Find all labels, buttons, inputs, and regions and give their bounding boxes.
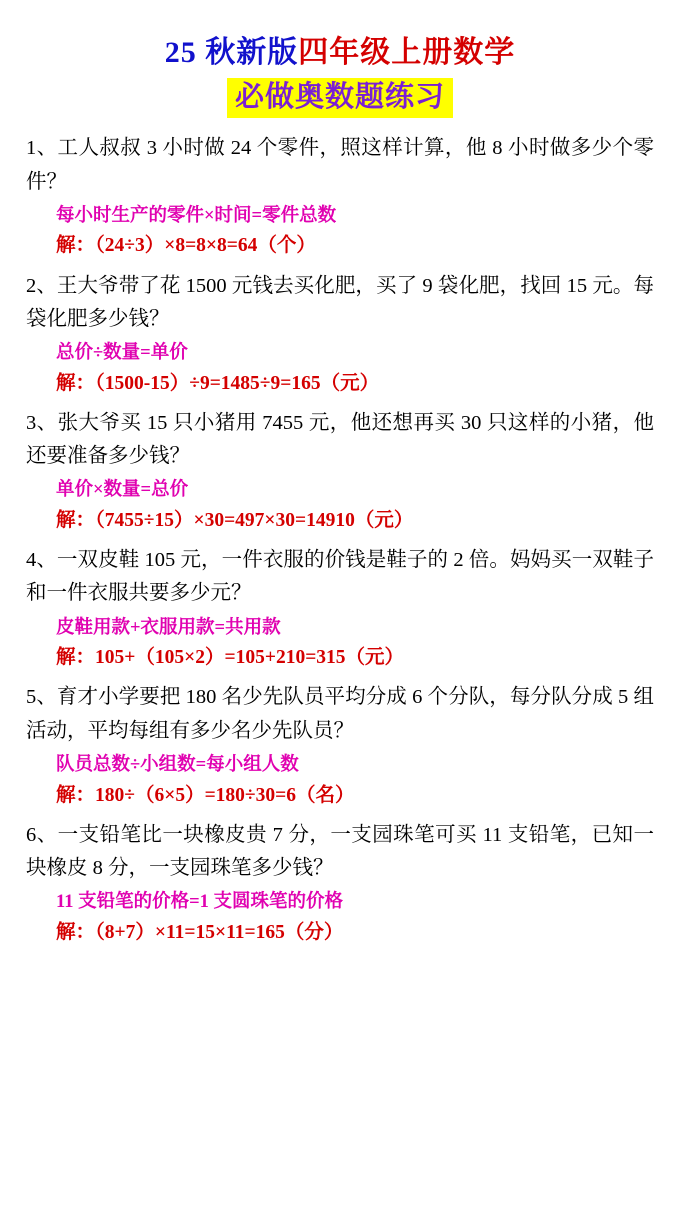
problem-item	[26, 819, 654, 948]
problem-item	[26, 132, 654, 261]
problem-answer: 解：（1500-15）÷9=1485÷9=165（元）	[56, 372, 380, 394]
problem-item	[26, 681, 654, 810]
problem-question: 3、张大爷买 15 只小猪用 7455 元，他还想再买 30 只这样的小猪，他还要准备多少钱？	[26, 411, 654, 468]
problem-formula: 队员总数÷小组数=每小组人数	[56, 754, 299, 775]
problem-formula: 11 支铅笔的价格=1 支圆珠笔的价格	[56, 892, 344, 913]
problem-answer: 解：105+（105×2）=105+210=315（元）	[56, 647, 405, 669]
page-subtitle: 必做奥数题练习	[227, 78, 453, 119]
problem-formula: 每小时生产的零件×时间=零件总数	[56, 205, 337, 226]
problem-question: 1、工人叔叔 3 小时做 24 个零件，照这样计算，他 8 小时做多少个零件？	[26, 137, 654, 193]
problem-question: 2、王大爷带了花 1500 元钱去买化肥，买了 9 袋化肥，找回 15 元。每袋化肥多少钱？	[26, 274, 654, 330]
problem-formula: 总价÷数量=单价	[56, 343, 188, 363]
problem-answer: 解：（24÷3）×8=8×8=64（个）	[56, 235, 316, 257]
problem-answer: 解：（8+7）×11=15×11=165（分）	[56, 921, 344, 943]
problem-formula: 皮鞋用款+衣服用款=共用款	[56, 617, 281, 638]
problem-answer: 解：180÷（6×5）=180÷30=6（名）	[56, 784, 355, 806]
title-highlight: 四年级上册数学	[298, 36, 516, 69]
problem-formula: 单价×数量=总价	[56, 480, 189, 501]
problem-answer: 解：（7455÷15）×30=497×30=14910（元）	[56, 509, 414, 531]
problem-item	[26, 407, 654, 536]
title-prefix: 25 秋新版	[164, 36, 299, 69]
page-title-line1	[26, 34, 654, 72]
problem-item	[26, 270, 654, 399]
problem-question: 4、一双皮鞋 105 元，一件衣服的价钱是鞋子的 2 倍。妈妈买一双鞋子和一件衣服共要多少元？	[26, 549, 654, 605]
page-subtitle-wrap	[26, 78, 654, 119]
problem-question: 5、育才小学要把 180 名少先队员平均分成 6 个分队，每分队分成 5 组活动，平均每组有多少名少先队员？	[26, 686, 654, 742]
problem-question: 6、一支铅笔比一块橡皮贵 7 分，一支园珠笔可买 11 支铅笔，已知一块橡皮 8 分，一支园珠笔多少钱？	[26, 823, 654, 879]
problem-item	[26, 544, 654, 673]
